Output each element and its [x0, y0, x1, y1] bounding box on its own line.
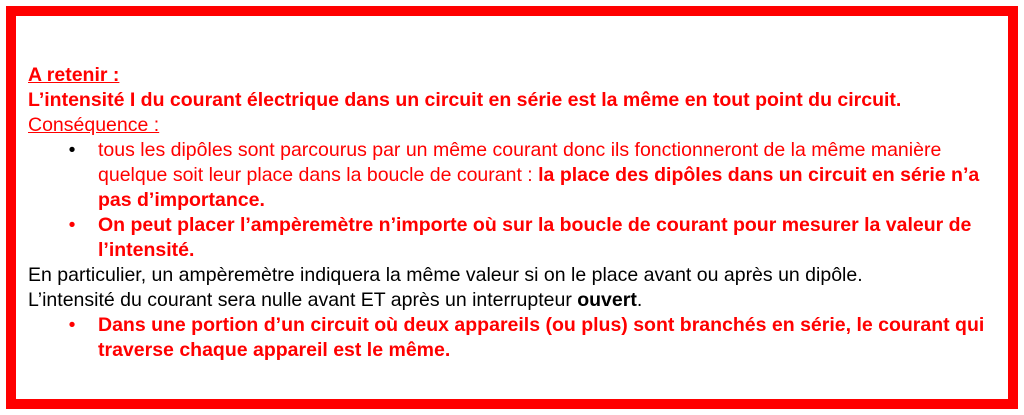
rule-statement: L’intensité I du courant électrique dans un circuit en série est la même en tout point du circuit.	[28, 89, 902, 111]
paragraph-switch	[28, 288, 1008, 313]
bullet-1-text	[98, 138, 1003, 213]
retenir-heading: A retenir :	[28, 64, 120, 86]
bullet-dot: •	[68, 139, 76, 161]
bullet-2-text: On peut placer l’ampèremètre n’importe où sur la boucle de courant pour mesurer la valeur de l’intensité.	[98, 214, 972, 261]
bullet-dot: •	[68, 214, 76, 236]
paragraph-switch-end: .	[636, 289, 643, 311]
bullet-3-text: Dans une portion d’un circuit où deux appareils (ou plus) sont branchés en série, le courant qui traverse chaque appareil est le même.	[98, 314, 985, 361]
bullet-1-bold-text: la place des dipôles dans un circuit en série n’a pas d’importance.	[98, 164, 980, 211]
bullet-dot: •	[68, 314, 76, 336]
paragraph-switch-bold: ouvert	[577, 289, 637, 311]
lesson-content	[28, 63, 1008, 363]
bullet-item-2	[28, 213, 1008, 263]
paragraph-ammeter: En particulier, un ampèremètre indiquera la même valeur si on le place avant ou après un dipôle.	[28, 264, 863, 286]
consequence-label: Conséquence :	[28, 114, 160, 136]
paragraph-switch-normal: L’intensité du courant sera nulle avant ET après un interrupteur	[28, 289, 578, 311]
bullet-item-3	[28, 313, 1008, 363]
bullet-1-normal-text: tous les dipôles sont parcourus par un même courant donc ils fonctionneront de la même manière quelque soit leur place dans la boucle de courant :	[98, 139, 942, 186]
red-border-box	[6, 6, 1018, 409]
bullet-item-1	[28, 138, 1008, 213]
